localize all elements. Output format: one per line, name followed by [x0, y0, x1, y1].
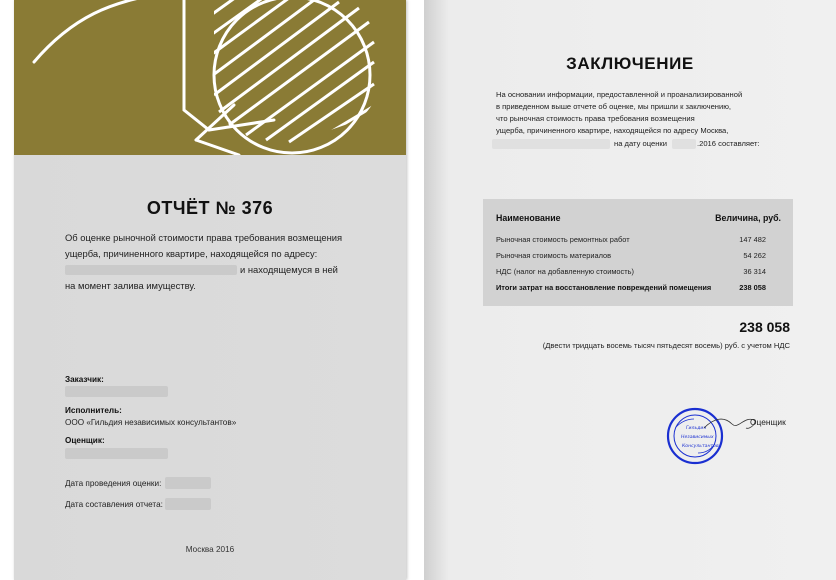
- executor-value: ООО «Гильдия независимых консультантов»: [65, 418, 237, 427]
- conclusion-paragraph-line-6: .2016 составляет:: [697, 139, 760, 148]
- table-row-name: Рыночная стоимость материалов: [496, 251, 612, 260]
- conclusion-paragraph-line-2: в приведенном выше отчете об оценке, мы пришли к заключению,: [496, 102, 732, 111]
- city-year: Москва 2016: [185, 545, 235, 554]
- conclusion-page: [424, 0, 836, 580]
- report-description-line-4: на момент залива имуществу.: [65, 280, 196, 291]
- report-cover-page: [14, 0, 406, 580]
- svg-text:Гильдия: Гильдия: [686, 426, 707, 431]
- cover-gold-band: [14, 0, 406, 155]
- table-total-value: 238 058: [739, 283, 766, 292]
- redacted-date-appraisal: [165, 477, 211, 489]
- redacted-date-report: [165, 498, 211, 510]
- report-description-line-2: ущерба, причиненного квартире, находящейся по адресу:: [65, 248, 318, 259]
- customer-label: Заказчик:: [65, 375, 104, 384]
- redacted-address: [65, 265, 237, 275]
- total-amount: 238 058: [739, 319, 790, 335]
- redacted-date-conclusion: [672, 139, 696, 149]
- redacted-address-conclusion: [492, 139, 610, 149]
- conclusion-paragraph-line-4: ущерба, причиненного квартире, находящейся по адресу Москва,: [496, 126, 729, 135]
- table-row-name: НДС (налог на добавленную стоимость): [496, 267, 634, 276]
- table-row-value: 147 482: [739, 235, 766, 244]
- report-title: ОТЧЁТ № 376: [146, 198, 274, 218]
- conclusion-paragraph-line-5: на дату оценки: [614, 139, 667, 148]
- table-row-value: 54 262: [743, 251, 766, 260]
- signer-label: Оценщик: [750, 417, 786, 427]
- redacted-appraiser: [65, 448, 168, 459]
- svg-text:Консультантов: Консультантов: [682, 444, 719, 449]
- conclusion-paragraph-line-3: что рыночная стоимость права требования возмещения: [496, 114, 695, 123]
- valuation-table: [483, 199, 793, 306]
- appraiser-label: Оценщик:: [65, 436, 105, 445]
- executor-label: Исполнитель:: [65, 406, 122, 415]
- conclusion-title: ЗАКЛЮЧЕНИЕ: [566, 54, 694, 73]
- redacted-customer: [65, 386, 168, 397]
- date-report-label: Дата составления отчета:: [65, 500, 163, 509]
- cover-decorative-graphic: [14, 0, 406, 155]
- table-header-name: Наименование: [496, 213, 561, 223]
- date-appraisal-label: Дата проведения оценки:: [65, 479, 162, 488]
- report-description-line-3: и находящемуся в ней: [240, 264, 338, 275]
- conclusion-paragraph-line-1: На основании информации, предоставленной и проанализированной: [496, 90, 743, 99]
- report-description-line-1: Об оценке рыночной стоимости права требования возмещения: [65, 232, 343, 243]
- svg-text:Независимых: Независимых: [681, 435, 714, 440]
- total-amount-words: (Двести тридцать восемь тысяч пятьдесят восемь) руб. с учетом НДС: [542, 341, 790, 350]
- table-header-value: Величина, руб.: [715, 213, 781, 223]
- table-total-name: Итоги затрат на восстановление повреждений помещения: [496, 283, 712, 292]
- table-row-value: 36 314: [743, 267, 766, 276]
- table-row-name: Рыночная стоимость ремонтных работ: [496, 235, 630, 244]
